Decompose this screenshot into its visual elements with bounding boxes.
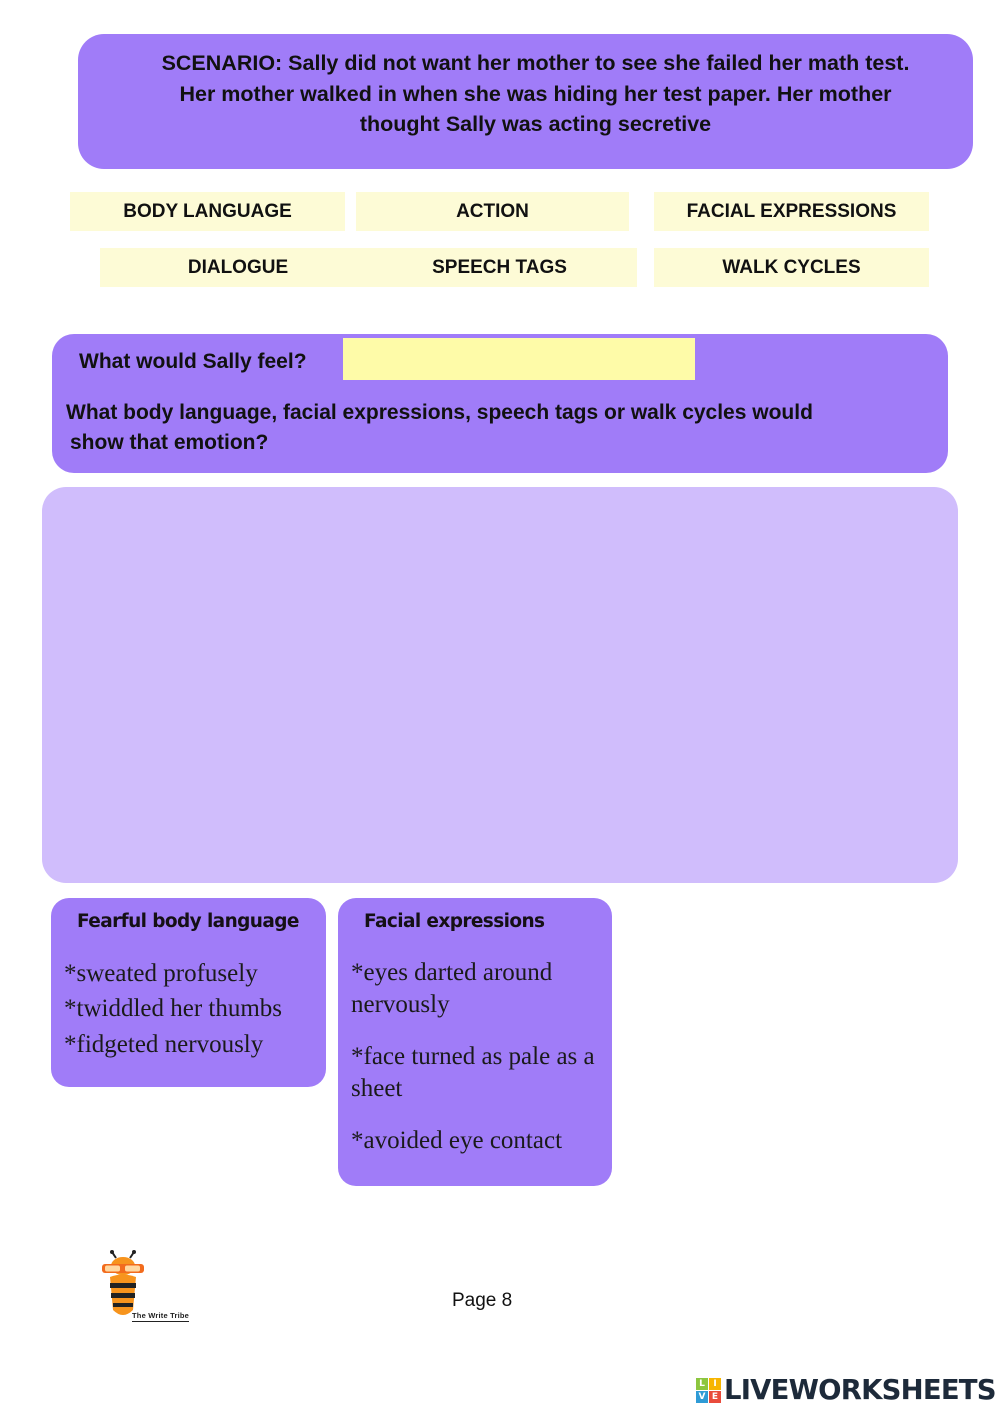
word-chip-speech-tags[interactable]: SPEECH TAGS	[362, 248, 637, 287]
scenario-box	[78, 34, 973, 169]
feel-answer-input[interactable]	[343, 338, 695, 380]
card-list	[64, 957, 324, 1062]
list-item: *twiddled her thumbs	[64, 995, 283, 1022]
list-item: *fidgeted nervously	[64, 1031, 264, 1058]
list-item: *eyes darted around nervously	[351, 959, 553, 1018]
brand-text: LIVEWORKSHEETS	[724, 1374, 996, 1406]
scenario-line: Her mother walked in when she was hiding her test paper. Her mother	[179, 81, 892, 106]
list-item: *face turned as pale as a sheet	[351, 1043, 595, 1102]
list-item: *sweated profusely	[64, 960, 258, 987]
scenario-line: SCENARIO: Sally did not want her mother to see she failed her math test.	[161, 51, 910, 75]
badge-letter: E	[709, 1391, 721, 1403]
word-chip-dialogue[interactable]: DIALOGUE	[100, 248, 376, 287]
word-chip-walk-cycles[interactable]: WALK CYCLES	[654, 248, 929, 287]
card-title: Facial expressions	[364, 911, 545, 932]
card-list	[351, 957, 606, 1157]
question-line: What body language, facial expressions, speech tags or walk cycles would	[66, 401, 813, 424]
emotion-answer-textarea[interactable]	[42, 487, 958, 883]
question-line: show that emotion?	[70, 431, 269, 454]
word-chip-body-language[interactable]: BODY LANGUAGE	[70, 192, 345, 231]
show-emotion-question	[66, 398, 926, 458]
liveworksheets-logo[interactable]	[696, 1374, 996, 1406]
word-chip-action[interactable]: ACTION	[356, 192, 629, 231]
liveworksheets-logo-icon	[696, 1378, 721, 1403]
badge-letter: I	[709, 1378, 721, 1390]
badge-letter: V	[696, 1391, 708, 1403]
feel-question-label: What would Sally feel?	[79, 350, 307, 373]
card-title: Fearful body language	[77, 911, 299, 932]
list-item: *avoided eye contact	[351, 1127, 563, 1154]
logo-caption: The Write Tribe	[132, 1311, 190, 1320]
word-chip-facial-expressions[interactable]: FACIAL EXPRESSIONS	[654, 192, 929, 231]
page-number: Page 8	[452, 1290, 513, 1311]
badge-letter: L	[696, 1378, 708, 1390]
scenario-line: thought Sally was acting secretive	[359, 112, 712, 136]
